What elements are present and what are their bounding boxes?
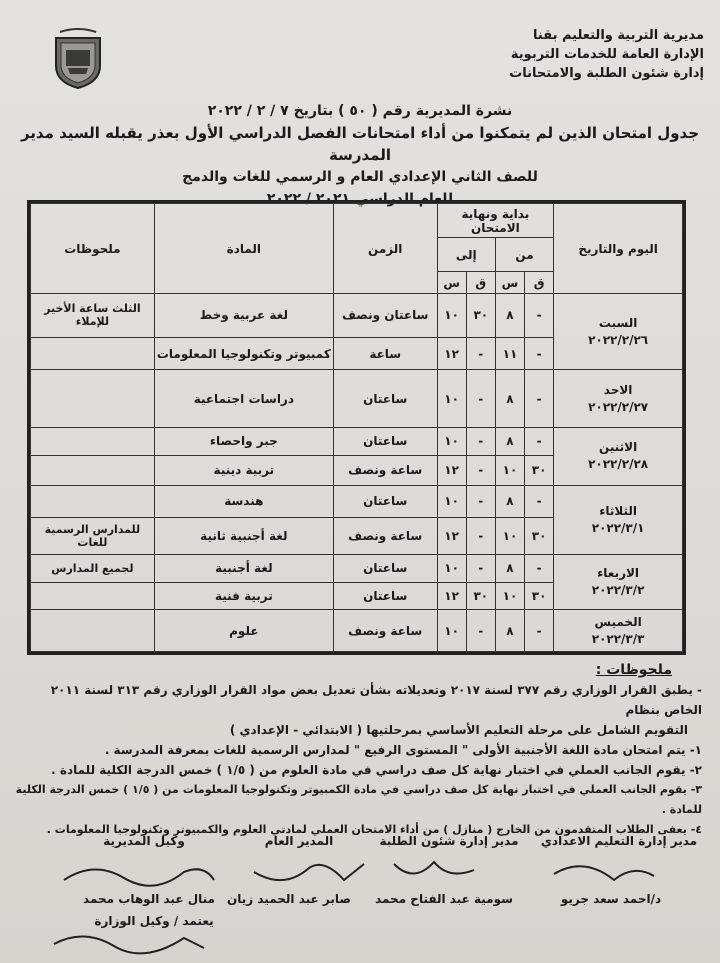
exam-date: ٢٠٢٢/٣/٣ (591, 631, 645, 646)
note-item: ٣- يقوم الجانب العملي في اختبار نهاية كل صف دراسي في مادة الكمبيوتر وتكنولوجيا المعلومات من ( ١/٥ ) خمس الدرجة الكلية للمادة . (15, 783, 702, 816)
header-to: إلى (437, 238, 495, 272)
header-day-date: اليوم والتاريخ (554, 204, 683, 294)
from-minutes: - (525, 370, 554, 428)
notes-title: ملحوظات : (595, 662, 672, 678)
org-line-3: إدارة شئون الطلبة والامتحانات (509, 66, 704, 81)
duration-cell: ساعتان (333, 427, 437, 455)
day-date-cell (554, 427, 683, 485)
header-from-min: ق (525, 272, 554, 294)
approval-stamp: يعتمد / وكيل الوزارة (94, 914, 214, 928)
prep-education-title: مدير إدارة التعليم الاعدادي (540, 834, 698, 848)
day-name: الاربعاء (597, 566, 640, 581)
duration-cell: ساعة ونصف (333, 610, 437, 652)
schedule-row (31, 427, 683, 455)
academic-year: للعام الدراسي ٢٠٢١ / ٢٠٢٢ (266, 191, 454, 207)
subject-cell: لغة عربية وخط (154, 294, 333, 338)
students-affairs-title: مدير إدارة شئون الطلبة (379, 834, 519, 848)
subject-cell: لغة أجنبية (154, 554, 333, 582)
duration-cell: ساعتان (333, 485, 437, 517)
duration-cell: ساعتان (333, 582, 437, 610)
day-name: الاثنين (599, 440, 638, 455)
from-minutes: - (525, 610, 554, 652)
organization-header (509, 26, 704, 83)
duration-cell: ساعتان (333, 370, 437, 428)
notes-section (12, 660, 702, 840)
duration-cell: ساعة ونصف (333, 517, 437, 554)
to-hour: ١٢ (437, 455, 466, 485)
from-minutes: - (525, 337, 554, 369)
grade-title: للصف الثاني الإعدادي العام و الرسمي للغات والدمج (182, 169, 538, 185)
to-hour: ١٠ (437, 485, 466, 517)
from-hour: ١٠ (495, 455, 524, 485)
exam-schedule-table (27, 200, 686, 655)
subject-cell: تربية دينية (154, 455, 333, 485)
to-minutes: - (466, 554, 495, 582)
header-subject: المادة (154, 204, 333, 294)
approval-signature-icon (44, 926, 214, 956)
from-hour: ١٠ (495, 517, 524, 554)
from-hour: ٨ (495, 485, 524, 517)
note-cell: الثلث ساعة الأخير للإملاء (31, 294, 155, 338)
to-hour: ١٠ (437, 294, 466, 338)
subject-cell: علوم (154, 610, 333, 652)
from-hour: ٨ (495, 554, 524, 582)
note-item: ٢- يقوم الجانب العملي في اختبار نهاية كل صف دراسي في مادة العلوم من ( ١/٥ ) خمس الدرجة الكلية للمادة . (51, 763, 702, 777)
students-affairs-name: سومية عبد الفتاح محمد (375, 892, 513, 906)
header-from-hour: س (495, 272, 524, 294)
from-minutes: ٣٠ (525, 517, 554, 554)
subject-cell: لغة أجنبية ثانية (154, 517, 333, 554)
day-date-cell (554, 554, 683, 609)
from-hour: ١١ (495, 337, 524, 369)
exam-date: ٢٠٢٢/٢/٢٧ (588, 399, 649, 414)
duration-cell: ساعتان ونصف (333, 294, 437, 338)
to-hour: ١٠ (437, 427, 466, 455)
schedule-title: جدول امتحان الذين لم يتمكنوا من أداء امتحانات الفصل الدراسي الأول بعذر يقبله السيد مدير المدرسة (20, 124, 700, 164)
to-minutes: - (466, 517, 495, 554)
header-to-hour: س (437, 272, 466, 294)
to-minutes: ٣٠ (466, 582, 495, 610)
to-minutes: - (466, 337, 495, 369)
duration-cell: ساعة (333, 337, 437, 369)
duration-cell: ساعة ونصف (333, 455, 437, 485)
from-minutes: ٣٠ (525, 455, 554, 485)
note-item: ٤- يعفى الطلاب المتقدمون من الخارج ( منازل ) من أداء الامتحان العملي لمادتي العلوم والكمبيوتر وتكنولوجيا المعلومات . (46, 823, 702, 836)
to-hour: ١٠ (437, 554, 466, 582)
from-hour: ٨ (495, 294, 524, 338)
day-name: الثلاثاء (599, 503, 637, 518)
header-notes: ملحوظات (31, 204, 155, 294)
gm-name: صابر عبد الحميد زيان (227, 892, 351, 906)
deputy-name: منال عبد الوهاب محمد (83, 892, 215, 906)
day-date-cell (554, 485, 683, 554)
ministry-emblem-icon (48, 28, 108, 90)
header-duration: الزمن (333, 204, 437, 294)
subject-cell: تربية فنية (154, 582, 333, 610)
org-line-1: مديرية التربية والتعليم بقنا (533, 28, 704, 43)
note-cell: لجميع المدارس (31, 554, 155, 582)
from-hour: ٨ (495, 427, 524, 455)
org-line-2: الإدارة العامة للخدمات التربوية (510, 47, 704, 62)
from-minutes: ٣٠ (525, 582, 554, 610)
note-item: - يطبق القرار الوزاري رقم ٣٧٧ لسنة ٢٠١٧ وتعديلاته بشأن تعديل بعض مواد القرار الوزاري رقم ٣١٣ لسنة ٢٠١١ الخاص بنظام (50, 683, 702, 717)
exam-date: ٢٠٢٢/٢/٢٦ (588, 332, 649, 347)
note-cell (31, 610, 155, 652)
circular-number: نشرة المديرية رقم ( ٥٠ ) بتاريخ ٧ / ٢ / ٢٠٢٢ (207, 103, 513, 119)
exam-date: ٢٠٢٢/٣/١ (591, 520, 645, 535)
note-cell (31, 337, 155, 369)
day-name: السبت (598, 315, 638, 330)
note-cell (31, 485, 155, 517)
to-minutes: - (466, 455, 495, 485)
exam-date: ٢٠٢٢/٢/٢٨ (588, 457, 649, 472)
day-date-cell (554, 294, 683, 370)
exam-date: ٢٠٢٢/٣/٢ (591, 583, 645, 598)
day-name: الخميس (594, 614, 642, 629)
to-minutes: - (466, 427, 495, 455)
header-from: من (495, 238, 553, 272)
deputy-title: وكيل المديرية (103, 834, 185, 848)
schedule-row (31, 485, 683, 517)
schedule-row (31, 294, 683, 338)
to-hour: ١٠ (437, 610, 466, 652)
note-item: ١- يتم امتحان مادة اللغة الأجنبية الأولى " المستوى الرفيع " لمدارس الرسمية للغات بمعرفة المدرسة . (104, 743, 702, 757)
from-hour: ١٠ (495, 582, 524, 610)
to-hour: ١٠ (437, 370, 466, 428)
from-hour: ٨ (495, 610, 524, 652)
schedule-row (31, 610, 683, 652)
from-minutes: - (525, 554, 554, 582)
note-cell (31, 370, 155, 428)
gm-title: المدير العام (264, 834, 334, 848)
from-hour: ٨ (495, 370, 524, 428)
to-hour: ١٢ (437, 517, 466, 554)
to-hour: ١٢ (437, 582, 466, 610)
subject-cell: دراسات اجتماعية (154, 370, 333, 428)
to-minutes: - (466, 370, 495, 428)
to-hour: ١٢ (437, 337, 466, 369)
prep-education-name: د/احمد سعد جريو (560, 892, 662, 906)
note-cell (31, 455, 155, 485)
subject-cell: هندسة (154, 485, 333, 517)
duration-cell: ساعتان (333, 554, 437, 582)
document-title (20, 100, 700, 210)
to-minutes: - (466, 485, 495, 517)
note-item: التقويم الشامل على مرحلة التعليم الأساسي بمرحلتيها ( الابتدائي - الإعدادي ) (229, 723, 688, 737)
to-minutes: ٣٠ (466, 294, 495, 338)
day-name: الاحد (603, 382, 633, 397)
schedule-row (31, 370, 683, 428)
from-minutes: - (525, 485, 554, 517)
schedule-row (31, 554, 683, 582)
header-to-min: ق (466, 272, 495, 294)
day-date-cell (554, 370, 683, 428)
handwritten-signatures-icon (54, 850, 674, 895)
day-date-cell (554, 610, 683, 652)
note-cell (31, 582, 155, 610)
subject-cell: جبر واحصاء (154, 427, 333, 455)
signatures-block (14, 834, 714, 959)
subject-cell: كمبيوتر وتكنولوجيا المعلومات (154, 337, 333, 369)
to-minutes: - (466, 610, 495, 652)
from-minutes: - (525, 294, 554, 338)
header-exam-time: بداية ونهاية الامتحان (437, 204, 554, 238)
note-cell: للمدارس الرسمية للغات (31, 517, 155, 554)
from-minutes: - (525, 427, 554, 455)
note-cell (31, 427, 155, 455)
